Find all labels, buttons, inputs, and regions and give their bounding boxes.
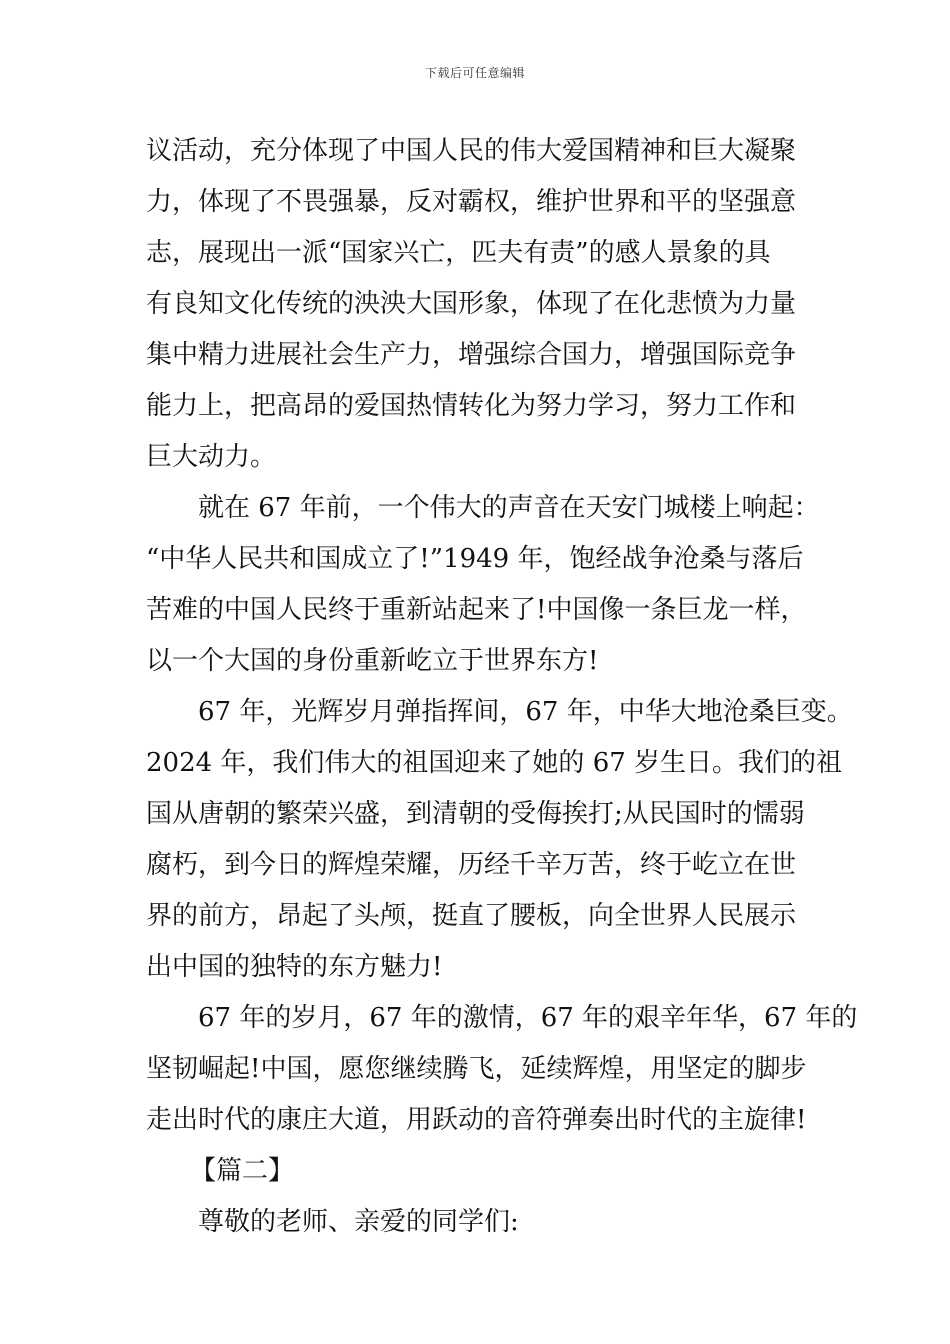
- salutation: 尊敬的老师、亲爱的同学们:: [198, 1207, 519, 1237]
- text-line: 以一个大国的身份重新屹立于世界东方!: [146, 646, 599, 676]
- text-line: 腐朽，到今日的辉煌荣耀，历经千辛万苦，终于屹立在世: [146, 850, 797, 880]
- text-line: 2024 年，我们伟大的祖国迎来了她的 67 岁生日。我们的祖: [146, 748, 843, 778]
- text-line: 有良知文化传统的泱泱大国形象，体现了在化悲愤为力量: [146, 289, 797, 319]
- text-line: 界的前方，昂起了头颅，挺直了腰板，向全世界人民展示: [146, 901, 797, 931]
- text-line: 议活动，充分体现了中国人民的伟大爱国精神和巨大凝聚: [146, 136, 797, 166]
- paragraph-first-line: 67 年的岁月，67 年的激情，67 年的艰辛年华，67 年的: [198, 1003, 858, 1033]
- text-line: “中华人民共和国成立了!”1949 年，饱经战争沧桑与落后: [146, 544, 804, 574]
- text-line: 走出时代的康庄大道，用跃动的音符弹奏出时代的主旋律!: [146, 1105, 807, 1135]
- page-header: 下载后可任意编辑: [424, 66, 525, 80]
- paragraph-first-line: 就在 67 年前，一个伟大的声音在天安门城楼上响起：: [198, 493, 820, 523]
- text-line: 苦难的中国人民终于重新站起来了!中国像一条巨龙一样，: [146, 595, 807, 625]
- text-line: 巨大动力。: [146, 442, 277, 472]
- text-line: 集中精力进展社会生产力，增强综合国力，增强国际竞争: [146, 340, 797, 370]
- text-line: 国从唐朝的繁荣兴盛，到清朝的受侮挨打;从民国时的懦弱: [146, 799, 805, 829]
- paragraph-first-line: 67 年，光辉岁月弹指挥间，67 年，中华大地沧桑巨变。: [198, 697, 853, 727]
- text-line: 力，体现了不畏强暴，反对霸权，维护世界和平的坚强意: [146, 187, 797, 217]
- text-line: 出中国的独特的东方魅力!: [146, 952, 443, 982]
- text-line: 坚韧崛起!中国，愿您继续腾飞，延续辉煌，用坚定的脚步: [146, 1054, 807, 1084]
- section-heading: 【篇二】: [190, 1156, 295, 1186]
- document-body: [146, 126, 858, 1248]
- text-line: 志，展现出一派“国家兴亡，匹夫有责”的感人景象的具: [146, 238, 771, 268]
- text-line: 能力上，把高昂的爱国热情转化为努力学习，努力工作和: [146, 391, 797, 421]
